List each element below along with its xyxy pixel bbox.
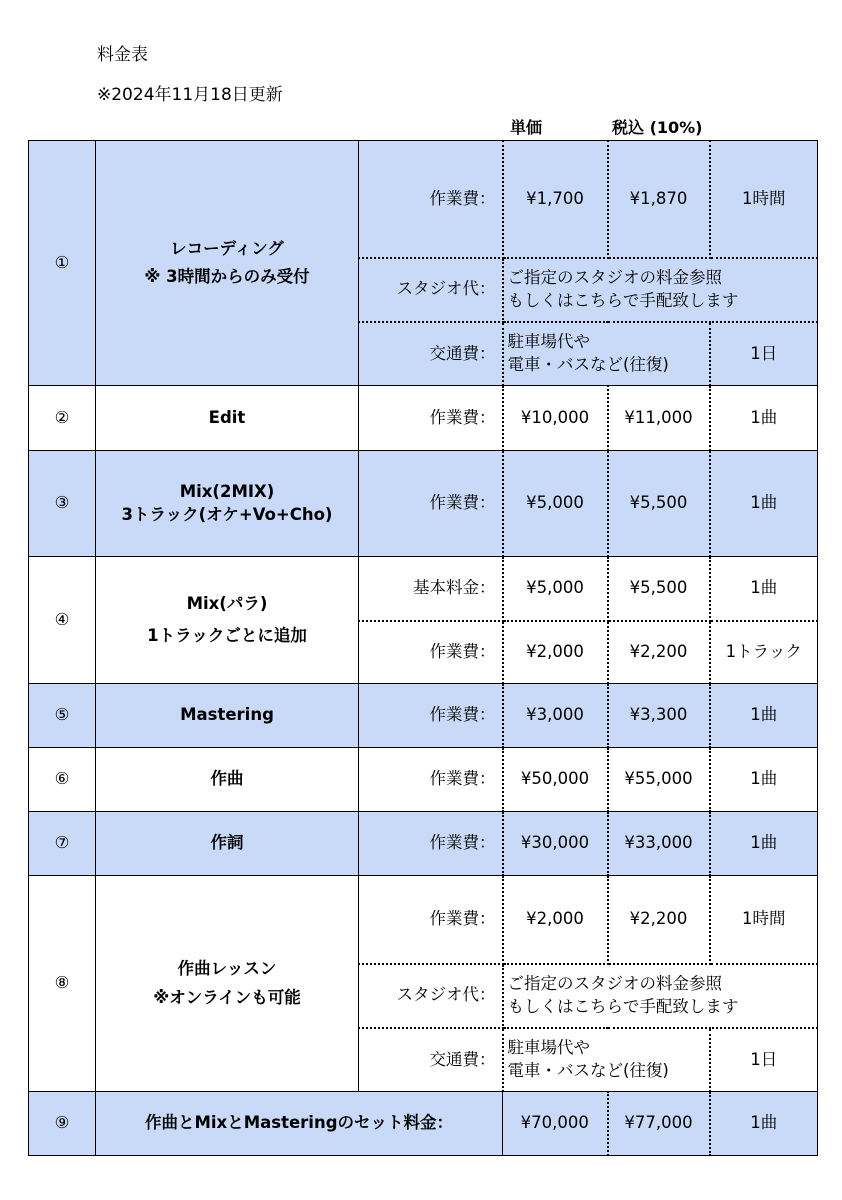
tax-price: ¥1,870 — [608, 141, 710, 258]
tax-price: ¥2,200 — [608, 621, 710, 684]
tax-price: ¥2,200 — [608, 876, 710, 964]
fee-label: 作業費： — [359, 621, 503, 684]
table-row — [29, 748, 818, 812]
unit-price: ¥3,000 — [503, 684, 608, 748]
header-unit-price: 単価 — [510, 118, 543, 137]
fee-label: 作業費： — [359, 386, 503, 451]
tax-price: ¥55,000 — [608, 748, 710, 812]
tax-price: ¥33,000 — [608, 812, 710, 876]
unit-price: ¥10,000 — [503, 386, 608, 451]
unit: 1曲 — [710, 748, 818, 812]
unit: 1時間 — [710, 876, 818, 964]
fee-label: スタジオ代： — [359, 258, 503, 322]
unit-price: ¥2,000 — [503, 621, 608, 684]
table-row — [29, 1092, 818, 1156]
row-number: ① — [29, 141, 96, 386]
travel-note: 駐車場代や 電車・バスなど(往復) — [503, 322, 710, 386]
unit: 1曲 — [710, 386, 818, 451]
fee-label: 作業費： — [359, 141, 503, 258]
row-number: ② — [29, 386, 96, 451]
unit-price: ¥50,000 — [503, 748, 608, 812]
unit: 1曲 — [710, 684, 818, 748]
row-number: ⑥ — [29, 748, 96, 812]
service-name: 作曲 — [96, 748, 359, 812]
fee-label: 作業費： — [359, 876, 503, 964]
row-number: ③ — [29, 451, 96, 557]
fee-label: 作業費： — [359, 812, 503, 876]
unit: 1曲 — [710, 451, 818, 557]
unit-price: ¥5,000 — [503, 451, 608, 557]
fee-label: 作業費： — [359, 684, 503, 748]
unit-price: ¥5,000 — [503, 557, 608, 621]
tax-price: ¥5,500 — [608, 451, 710, 557]
unit: 1日 — [710, 322, 818, 386]
fee-label: 交通費： — [359, 322, 503, 386]
studio-note: ご指定のスタジオの料金参照 もしくはこちらで手配致します — [503, 258, 818, 322]
row-number: ⑦ — [29, 812, 96, 876]
fee-label: スタジオ代： — [359, 964, 503, 1028]
studio-note: ご指定のスタジオの料金参照 もしくはこちらで手配致します — [503, 964, 818, 1028]
table-row — [29, 876, 818, 964]
service-name: Mix(パラ) 1トラックごとに追加 — [96, 557, 359, 684]
unit: 1トラック — [710, 621, 818, 684]
page-title: 料金表 — [97, 45, 148, 65]
unit-price: ¥30,000 — [503, 812, 608, 876]
tax-price: ¥5,500 — [608, 557, 710, 621]
fee-label: 作業費： — [359, 748, 503, 812]
tax-price: ¥11,000 — [608, 386, 710, 451]
unit: 1日 — [710, 1028, 818, 1092]
set-price-label: 作曲とMixとMasteringのセット料金： — [96, 1092, 503, 1156]
price-table — [28, 140, 818, 1156]
unit-price: ¥70,000 — [503, 1092, 608, 1156]
tax-price: ¥3,300 — [608, 684, 710, 748]
fee-label: 基本料金： — [359, 557, 503, 621]
table-row — [29, 141, 818, 258]
table-row — [29, 557, 818, 621]
updated-date: ※2024年11月18日更新 — [97, 85, 283, 105]
fee-label: 交通費： — [359, 1028, 503, 1092]
table-row — [29, 386, 818, 451]
tax-price: ¥77,000 — [608, 1092, 710, 1156]
unit-price: ¥2,000 — [503, 876, 608, 964]
unit: 1曲 — [710, 1092, 818, 1156]
service-name: Edit — [96, 386, 359, 451]
row-number: ⑤ — [29, 684, 96, 748]
service-name: 作詞 — [96, 812, 359, 876]
service-name: 作曲レッスン ※オンラインも可能 — [96, 876, 359, 1092]
row-number: ⑨ — [29, 1092, 96, 1156]
service-name: Mix(2MIX) 3トラック(オケ+Vo+Cho) — [96, 451, 359, 557]
service-name: Mastering — [96, 684, 359, 748]
table-row — [29, 812, 818, 876]
service-name: レコーディング ※ 3時間からのみ受付 — [96, 141, 359, 386]
unit: 1時間 — [710, 141, 818, 258]
row-number: ④ — [29, 557, 96, 684]
row-number: ⑧ — [29, 876, 96, 1092]
unit: 1曲 — [710, 812, 818, 876]
unit: 1曲 — [710, 557, 818, 621]
fee-label: 作業費： — [359, 451, 503, 557]
table-row — [29, 684, 818, 748]
travel-note: 駐車場代や 電車・バスなど(往復) — [503, 1028, 710, 1092]
header-tax-included: 税込 (10%) — [612, 118, 703, 137]
table-row — [29, 451, 818, 557]
unit-price: ¥1,700 — [503, 141, 608, 258]
